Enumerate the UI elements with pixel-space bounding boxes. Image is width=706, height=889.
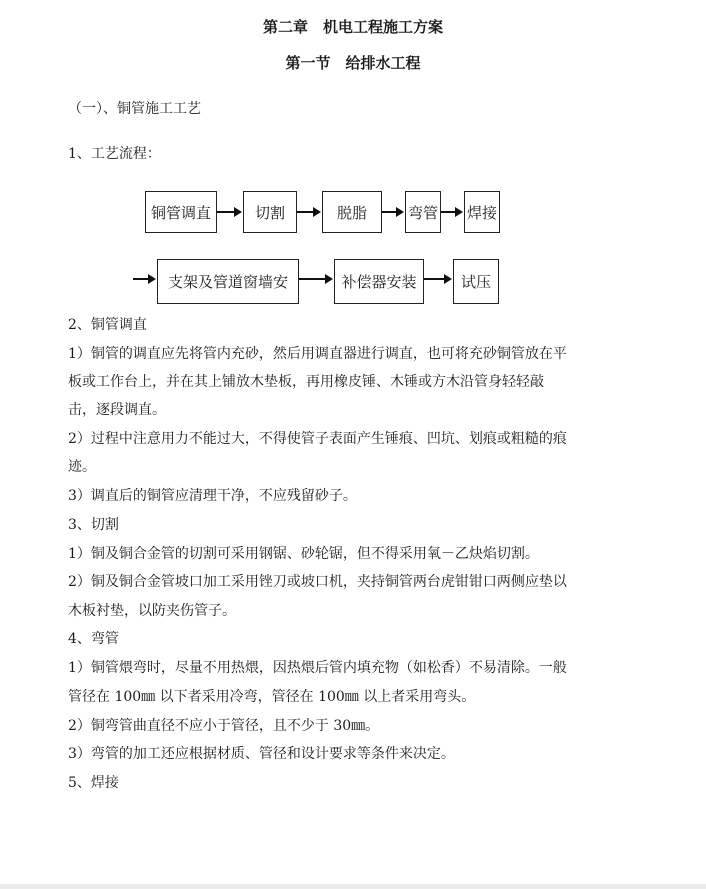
paragraph-line: 3）弯管的加工还应根据材质、管径和设计要求等条件来决定。 xyxy=(68,746,455,762)
flow-box-straighten: 铜管调直 xyxy=(145,191,217,233)
flow-box-degrease: 脱脂 xyxy=(322,191,382,233)
flow-arrow xyxy=(424,274,452,284)
paragraph-line: 1）铜管煨弯时，尽量不用热煨，因热煨后管内填充物（如松香）不易清除。一般 xyxy=(68,660,567,676)
chapter-title: 第二章 机电工程施工方案 xyxy=(262,18,443,36)
flow-arrow xyxy=(382,207,404,217)
paragraph-line: 2）过程中注意用力不能过大，不得使管子表面产生锤痕、凹坑、划痕或粗糙的痕 xyxy=(68,431,567,447)
flow-box-support-install: 支架及管道窗墙安 xyxy=(157,259,299,304)
flow-arrow xyxy=(217,207,242,217)
flow-arrow xyxy=(297,207,321,217)
paragraph-line: 击，逐段调直。 xyxy=(68,402,166,418)
paragraph-line: 板或工作台上，并在其上铺放木垫板，再用橡皮锤、木锤或方木沿管身轻轻敲 xyxy=(68,374,544,390)
page-bottom-edge xyxy=(0,884,706,889)
heading-welding: 5、焊接 xyxy=(68,775,119,791)
paragraph-line: 3）调直后的铜管应清理干净，不应残留砂子。 xyxy=(68,488,357,504)
flow-box-pressure-test: 试压 xyxy=(453,259,499,304)
paragraph-line: 木板衬垫，以防夹伤管子。 xyxy=(68,603,236,619)
flow-box-compensator: 补偿器安装 xyxy=(334,259,424,304)
flow-box-cut: 切割 xyxy=(243,191,297,233)
heading-straighten: 2、铜管调直 xyxy=(68,317,147,333)
flow-arrow xyxy=(441,207,463,217)
paragraph-line: 1）铜及铜合金管的切割可采用钢锯、砂轮锯，但不得采用氧－乙炔焰切割。 xyxy=(68,546,539,562)
paragraph-line: 1）铜管的调直应先将管内充砂，然后用调直器进行调直，也可将充砂铜管放在平 xyxy=(68,346,567,362)
section-title: 第一节 给排水工程 xyxy=(285,54,421,72)
flow-arrow xyxy=(133,274,156,284)
subsection-heading: （一）、铜管施工工艺 xyxy=(68,101,201,117)
heading-bending: 4、弯管 xyxy=(68,631,119,647)
heading-cutting: 3、切割 xyxy=(68,517,119,533)
flow-box-bend: 弯管 xyxy=(405,191,441,233)
paragraph-line: 2）铜弯管曲直径不应小于管径，且不少于 30㎜。 xyxy=(68,718,380,734)
flow-box-weld: 焊接 xyxy=(464,191,500,233)
flow-arrow xyxy=(299,274,333,284)
paragraph-line: 2）铜及铜合金管坡口加工采用锉刀或坡口机，夹持铜管两台虎钳钳口两侧应垫以 xyxy=(68,574,567,590)
paragraph-line: 管径在 100㎜ 以下者采用冷弯，管径在 100㎜ 以上者采用弯头。 xyxy=(68,689,476,705)
process-heading: 1、工艺流程： xyxy=(68,146,161,162)
paragraph-line: 迹。 xyxy=(68,459,96,475)
